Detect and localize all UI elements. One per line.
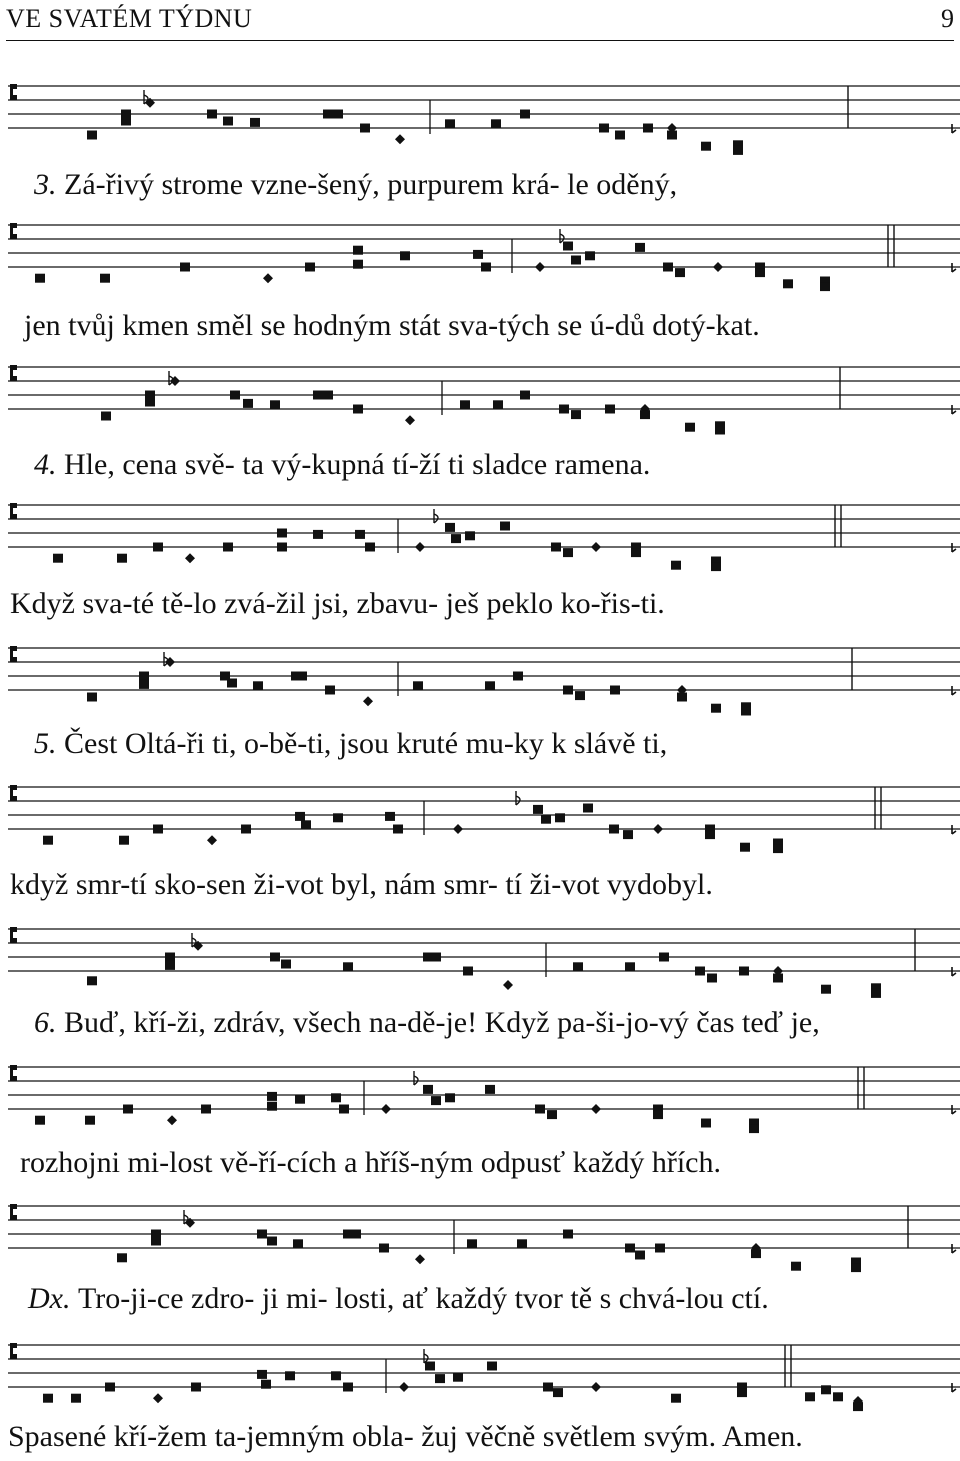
flat-icon (424, 1349, 428, 1363)
neume-note (591, 542, 601, 552)
running-header (6, 0, 954, 41)
neume-note (453, 824, 463, 834)
neume-note (675, 268, 685, 277)
neume-note (167, 1115, 177, 1125)
neume-note (853, 1402, 863, 1411)
neume-note (435, 1374, 445, 1383)
neume-note (805, 1392, 815, 1401)
page-number: 9 (941, 4, 954, 33)
neume-note (285, 1371, 295, 1380)
neume-note (571, 256, 581, 265)
neume-note (277, 543, 287, 552)
neume-note (123, 1105, 133, 1114)
neume-note (43, 836, 53, 845)
lyric-text: Tro-ji-ce zdro- ji mi- losti, ať každý tvor tě s chvá-lou ctí. (77, 1282, 769, 1315)
neume-note (35, 274, 45, 283)
neume-note (671, 1394, 681, 1403)
neume-note (295, 812, 305, 821)
neume-note (193, 941, 203, 951)
neume-note (121, 117, 131, 126)
neume-note (445, 523, 455, 532)
neume-note (333, 813, 343, 822)
lyric-line (34, 727, 667, 761)
lyric-line (28, 1282, 769, 1316)
neume-note (575, 691, 585, 700)
neume-note (53, 554, 63, 563)
chant-staff (0, 1198, 960, 1278)
neume-note (625, 962, 635, 971)
neume-note (653, 1110, 663, 1119)
neume-note (261, 1380, 271, 1389)
neume-note (325, 686, 335, 695)
neume-note (180, 263, 190, 272)
neume-note (185, 553, 195, 563)
lyric-line (10, 868, 713, 902)
neume-note (87, 693, 97, 702)
neume-note (559, 405, 569, 414)
neume-note (267, 1237, 277, 1246)
c-clef-icon (10, 1343, 17, 1359)
neume-note (139, 672, 149, 681)
neume-note (513, 672, 523, 681)
neume-note (415, 542, 425, 552)
neume-note (635, 243, 645, 252)
neume-note (643, 124, 653, 133)
neume-note (230, 391, 240, 400)
flat-icon (560, 229, 564, 243)
neume-note (739, 967, 749, 976)
neume-note (139, 680, 149, 689)
neume-note (243, 399, 253, 408)
lyric-line (8, 1420, 803, 1454)
neume-note (117, 1253, 127, 1262)
verse-number: 5. (34, 727, 64, 760)
neume-note (451, 534, 461, 543)
neume-note (551, 543, 561, 552)
neume-note (473, 250, 483, 259)
neume-note (35, 1116, 45, 1125)
chant-staff (0, 640, 960, 720)
neume-note (547, 1110, 557, 1119)
neume-note (740, 843, 750, 852)
c-clef-icon (10, 785, 17, 801)
neume-note (605, 405, 615, 414)
neume-note (101, 412, 111, 421)
neume-note (563, 548, 573, 557)
neume-note (185, 1218, 195, 1228)
neume-note (701, 1119, 711, 1128)
neume-note (415, 1254, 425, 1264)
neume-note (445, 119, 455, 128)
neume-note (253, 681, 263, 690)
neume-note (707, 974, 717, 983)
lyric-text: Spasené kří-žem ta-jemným obla- žuj věčně světlem svým. Amen. (8, 1420, 803, 1453)
neume-note (257, 1230, 267, 1239)
neume-note (393, 825, 403, 834)
flat-icon (516, 791, 520, 805)
neume-note (207, 110, 217, 119)
neume-note (773, 974, 783, 983)
c-clef-icon (10, 365, 17, 381)
neume-note (227, 679, 237, 688)
neume-note (379, 1244, 389, 1253)
neume-note (381, 1104, 391, 1114)
neume-note (191, 1383, 201, 1392)
neume-note (87, 131, 97, 140)
neume-note (543, 1383, 553, 1392)
neume-note (749, 1124, 759, 1133)
neume-note (100, 274, 110, 283)
neume-note (485, 1085, 495, 1094)
neume-note (250, 118, 260, 127)
neume-note (87, 976, 97, 985)
neume-note (323, 110, 333, 119)
neume-note (791, 1262, 801, 1271)
neume-note (755, 268, 765, 277)
neume-note (270, 400, 280, 409)
neume-note (553, 1388, 563, 1397)
neume-note (323, 391, 333, 400)
flat-icon (414, 1071, 418, 1085)
neume-note (105, 1383, 115, 1392)
neume-note (573, 962, 583, 971)
neume-note (313, 530, 323, 539)
flat-icon (434, 509, 438, 523)
lyric-line (10, 587, 665, 621)
neume-note (485, 681, 495, 690)
verse-number: 6. (34, 1006, 64, 1039)
neume-note (493, 400, 503, 409)
neume-note (207, 835, 217, 845)
neume-note (583, 804, 593, 813)
neume-note (640, 410, 650, 419)
neume-note (71, 1394, 81, 1403)
neume-note (631, 548, 641, 557)
neume-note (117, 554, 127, 563)
neume-note (313, 391, 323, 400)
neume-note (423, 1085, 433, 1094)
neume-note (783, 279, 793, 288)
neume-note (431, 953, 441, 962)
neume-note (85, 1116, 95, 1125)
neume-note (257, 1370, 267, 1379)
neume-note (465, 531, 475, 540)
neume-note (517, 1239, 527, 1248)
neume-note (460, 400, 470, 409)
neume-note (201, 1105, 211, 1114)
neume-note (145, 398, 155, 407)
neume-note (295, 1095, 305, 1104)
neume-note (360, 124, 370, 133)
neume-note (263, 273, 273, 283)
neume-note (667, 131, 677, 140)
neume-note (711, 562, 721, 571)
neume-note (400, 251, 410, 260)
lyric-line (20, 1146, 721, 1180)
lyric-text: rozhojni mi-lost vě-ří-cích a hříš-ným odpusť každý hřích. (20, 1146, 721, 1179)
neume-note (445, 1093, 455, 1102)
neume-note (655, 1244, 665, 1253)
neume-note (821, 1385, 831, 1394)
neume-note (500, 522, 510, 531)
neume-note (351, 1230, 361, 1239)
neume-note (119, 836, 129, 845)
neume-note (701, 142, 711, 151)
neume-note (741, 707, 751, 716)
neume-note (751, 1249, 761, 1258)
c-clef-icon (10, 84, 17, 100)
neume-note (733, 146, 743, 155)
neume-note (453, 1373, 463, 1382)
neume-note (153, 1393, 163, 1403)
verse-number: 3. (34, 168, 64, 201)
neume-note (737, 1388, 747, 1397)
lyric-line (34, 1006, 820, 1040)
neume-note (520, 110, 530, 119)
c-clef-icon (10, 1065, 17, 1081)
chant-staff (0, 779, 960, 859)
chant-staff (0, 78, 960, 158)
neume-note (277, 529, 287, 538)
neume-note (635, 1251, 645, 1260)
neume-note (43, 1394, 53, 1403)
neume-note (463, 967, 473, 976)
neume-note (399, 1382, 409, 1392)
lyric-text: Zá-řivý strome vzne-šený, purpurem krá- le oděný, (64, 168, 678, 201)
neume-note (223, 117, 233, 126)
neume-note (353, 260, 363, 269)
page-title: VE SVATÉM TÝDNU (6, 4, 253, 33)
lyric-text: Když sva-té tě-lo zvá-žil jsi, zbavu- ješ peklo ko-řis-ti. (10, 587, 665, 620)
c-clef-icon (10, 223, 17, 239)
neume-note (365, 543, 375, 552)
neume-note (301, 820, 311, 829)
neume-note (659, 953, 669, 962)
neume-note (385, 812, 395, 821)
neume-note (333, 110, 343, 119)
neume-note (585, 251, 595, 260)
neume-note (293, 1239, 303, 1248)
neume-note (305, 263, 315, 272)
chant-staff (0, 359, 960, 439)
neume-note (331, 1371, 341, 1380)
neume-note (610, 686, 620, 695)
neume-note (343, 962, 353, 971)
chant-staff (0, 497, 960, 577)
c-clef-icon (10, 1204, 17, 1220)
neume-note (153, 543, 163, 552)
lyric-line (34, 448, 650, 482)
neume-note (223, 543, 233, 552)
neume-note (353, 246, 363, 255)
neume-note (773, 844, 783, 853)
neume-note (541, 815, 551, 824)
neume-note (677, 693, 687, 702)
neume-note (165, 953, 175, 962)
neume-note (851, 1263, 861, 1272)
neume-note (355, 530, 365, 539)
neume-note (487, 1362, 497, 1371)
neume-note (685, 423, 695, 432)
neume-note (713, 262, 723, 272)
neume-note (533, 805, 543, 814)
chant-staff (0, 921, 960, 1001)
neume-note (153, 825, 163, 834)
neume-note (431, 1096, 441, 1105)
neume-note (353, 405, 363, 414)
neume-note (343, 1383, 353, 1392)
neume-note (571, 410, 581, 419)
neume-note (491, 119, 501, 128)
neume-note (833, 1392, 843, 1401)
neume-note (820, 282, 830, 291)
neume-note (663, 263, 673, 272)
neume-note (405, 415, 415, 425)
neume-note (339, 1105, 349, 1114)
neume-note (241, 825, 251, 834)
neume-note (625, 1244, 635, 1253)
neume-note (481, 263, 491, 272)
neume-note (331, 1093, 341, 1102)
neume-note (270, 953, 280, 962)
neume-note (705, 830, 715, 839)
neume-note (821, 985, 831, 994)
neume-note (363, 696, 373, 706)
neume-note (267, 1092, 277, 1101)
c-clef-icon (10, 503, 17, 519)
neume-note (535, 262, 545, 272)
lyric-text: Čest Oltá-ři ti, o-bě-ti, jsou kruté mu-ky k slávě ti, (64, 727, 668, 760)
lyric-text: když smr-tí sko-sen ži-vot byl, nám smr- tí ži-vot vydobyl. (10, 868, 713, 901)
lyric-line (34, 168, 677, 202)
neume-note (413, 681, 423, 690)
chant-staff (0, 1059, 960, 1139)
neume-note (715, 426, 725, 435)
neume-note (165, 961, 175, 970)
neume-note (871, 989, 881, 998)
neume-note (599, 124, 609, 133)
neume-note (563, 686, 573, 695)
neume-note (623, 830, 633, 839)
lyric-text: Hle, cena svě- ta vý-kupná tí-ží ti sladce ramena. (64, 448, 651, 481)
c-clef-icon (10, 927, 17, 943)
lyric-text: Buď, kří-ži, zdráv, všech na-dě-je! Když pa-ši-jo-vý čas teď je, (64, 1006, 820, 1039)
lyric-line (24, 309, 760, 343)
neume-note (711, 704, 721, 713)
neume-note (535, 1105, 545, 1114)
neume-note (151, 1237, 161, 1246)
neume-note (563, 1230, 573, 1239)
neume-note (563, 242, 573, 251)
verse-number: Dx. (28, 1282, 78, 1315)
neume-note (671, 561, 681, 570)
neume-note (395, 134, 405, 144)
neume-note (425, 1362, 435, 1371)
neume-note (503, 980, 513, 990)
verse-number: 4. (34, 448, 64, 481)
neume-note (297, 672, 307, 681)
chant-staff (0, 1337, 960, 1417)
neume-note (591, 1104, 601, 1114)
neume-note (267, 1102, 277, 1111)
neume-note (467, 1239, 477, 1248)
c-clef-icon (10, 646, 17, 662)
neume-note (609, 825, 619, 834)
neume-note (653, 824, 663, 834)
neume-note (695, 967, 705, 976)
neume-note (281, 960, 291, 969)
neume-note (520, 391, 530, 400)
neume-note (555, 813, 565, 822)
neume-note (145, 98, 155, 108)
neume-note (591, 1382, 601, 1392)
neume-note (615, 131, 625, 140)
lyric-text: jen tvůj kmen směl se hodným stát sva-tých se ú-dů dotý-kat. (24, 309, 760, 342)
chant-staff (0, 217, 960, 297)
